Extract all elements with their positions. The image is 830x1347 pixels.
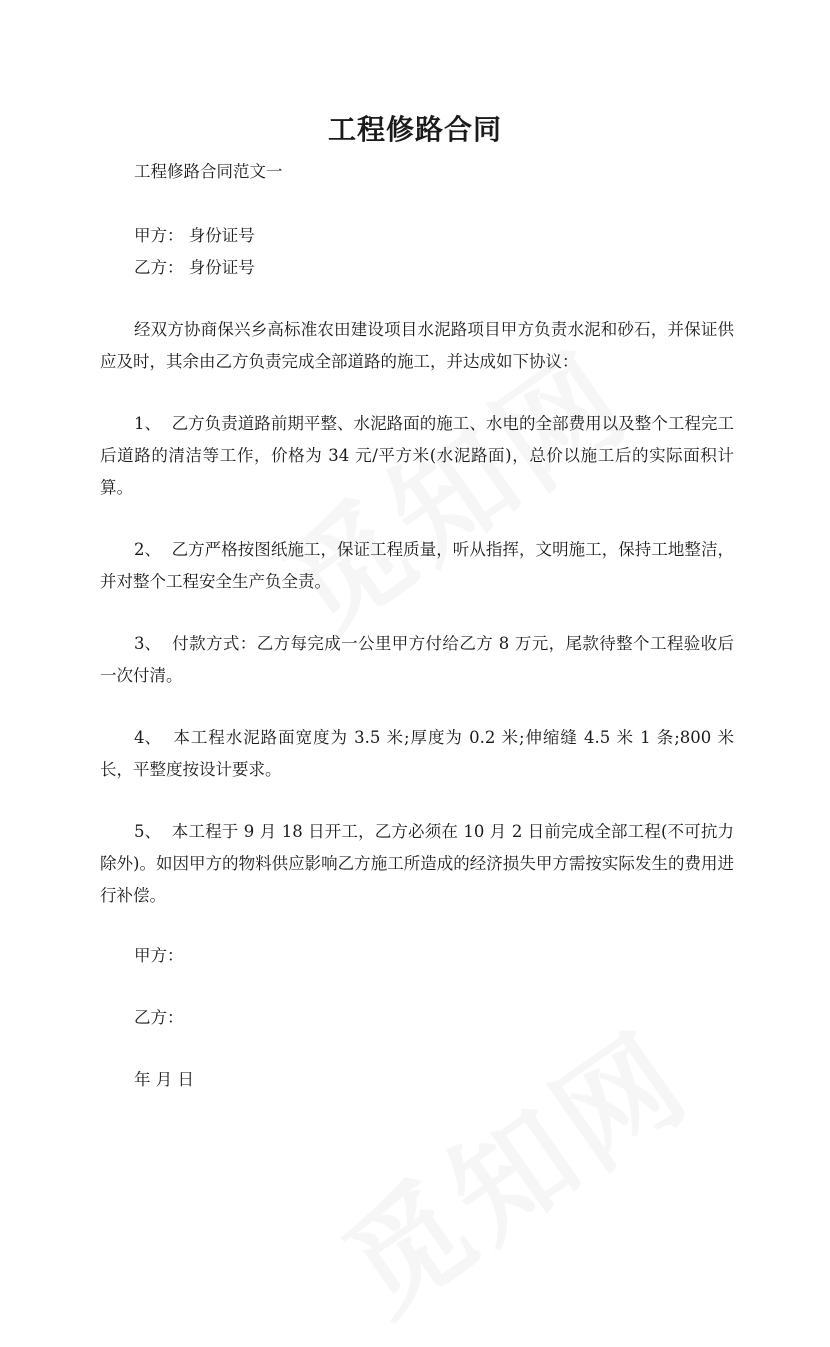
clause-text: 乙方负责道路前期平整、水泥路面的施工、水电的全部费用以及整个工程完工后道路的清洁等工作，价格为 34 元/平方米(水泥路面)，总价以施工后的实际面积计算。 — [100, 414, 734, 497]
watermark — [305, 985, 718, 1346]
clause-text: 乙方严格按图纸施工，保证工程质量，听从指挥，文明施工，保持工地整洁，并对整个工程安全生产负全责。 — [100, 540, 734, 591]
clause-2 — [100, 534, 734, 598]
clause-5 — [100, 816, 734, 912]
date-line: 年 月 日 — [134, 1070, 194, 1089]
clause-number: 3、 — [134, 634, 161, 653]
clause-number: 2、 — [134, 540, 161, 559]
clause-text: 本工程水泥路面宽度为 3.5 米;厚度为 0.2 米;伸缩缝 4.5 米 1 条;800 米长，平整度按设计要求。 — [100, 728, 735, 779]
party-b-line: 乙方： 身份证号 — [134, 258, 255, 277]
clause-text: 本工程于 9 月 18 日开工，乙方必须在 10 月 2 日前完成全部工程(不可抗力除外)。如因甲方的物料供应影响乙方施工所造成的经济损失甲方需按实际发生的费用进行补偿。 — [100, 822, 734, 905]
party-a-line: 甲方： 身份证号 — [134, 226, 255, 245]
clause-number: 1、 — [134, 414, 161, 433]
clause-3 — [100, 628, 734, 692]
clause-number: 5、 — [134, 822, 161, 841]
clause-number: 4、 — [134, 728, 161, 747]
clause-4 — [100, 722, 734, 786]
signature-party-b: 乙方： — [134, 1008, 184, 1027]
page-title: 工程修路合同 — [327, 113, 502, 146]
clause-1 — [100, 408, 734, 504]
subtitle: 工程修路合同范文一 — [134, 162, 283, 181]
intro-paragraph: 经双方协商保兴乡高标准农田建设项目水泥路项目甲方负责水泥和砂石，并保证供应及时，其余由乙方负责完成全部道路的施工，并达成如下协议： — [100, 320, 734, 371]
clause-text: 付款方式：乙方每完成一公里甲方付给乙方 8 万元，尾款待整个工程验收后一次付清。 — [100, 634, 734, 685]
signature-party-a: 甲方： — [134, 946, 184, 965]
